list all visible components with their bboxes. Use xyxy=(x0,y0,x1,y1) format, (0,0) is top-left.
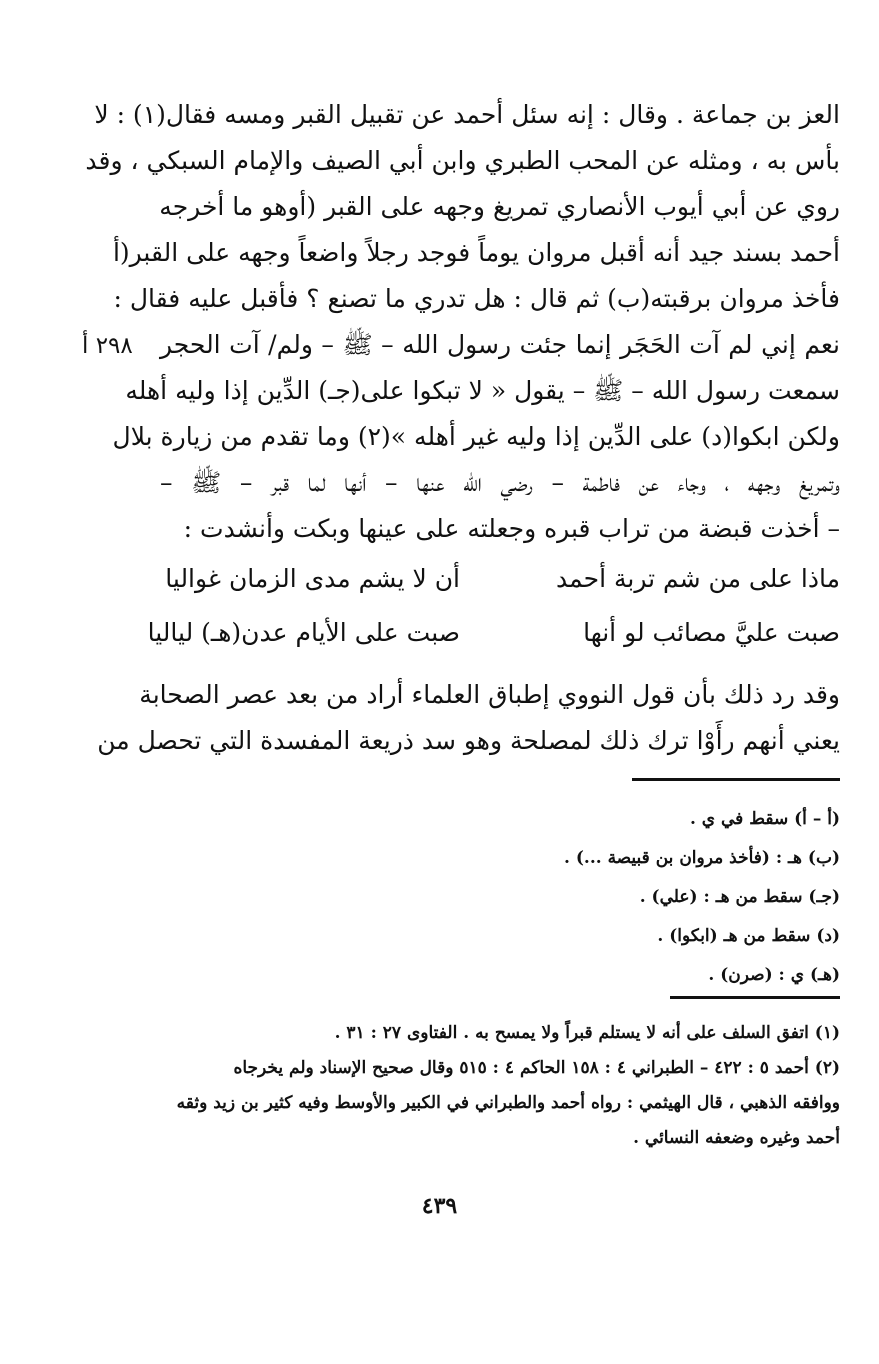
variant-note: (ب) هـ : (فأخذ مروان بن قبيصة ...) . xyxy=(564,848,840,868)
text-line: روي عن أبي أيوب الأنصاري تمريغ وجهه على القبر (أوهو ما أخرجه xyxy=(159,192,840,221)
page-number: ٤٣٩ xyxy=(421,1193,458,1219)
text-line: أحمد بسند جيد أنه أقبل مروان يوماً فوجد رجلاً واضعاً وجهه على القبر(أ xyxy=(112,238,840,267)
references-separator xyxy=(670,996,840,999)
reference-note: (١) اتفق السلف على أنه لا يستلم قبراً ولا يمسح به . الفتاوى ٢٧ : ٣١ . xyxy=(334,1023,840,1043)
variant-readings xyxy=(160,800,840,995)
verse-second-hemistich: صبت على الأيام عدن(هـ) لياليا xyxy=(147,618,460,647)
text-line: نعم إني لم آت الحَجَر إنما جئت رسول الله – ﷺ – ولم/ آت الحجر xyxy=(160,330,840,359)
text-line: العز بن جماعة . وقال : إنه سئل أحمد عن تقبيل القبر ومسه فقال(١) : لا xyxy=(94,100,840,129)
manuscript-folio-marker: ٢٩٨ أ xyxy=(82,333,133,359)
text-line: – أخذت قبضة من تراب قبره وجعلته على عينها وبكت وأنشدت : xyxy=(183,514,840,543)
verse-line xyxy=(147,618,840,672)
reference-note-continuation: ووافقه الذهبي ، قال الهيثمي : رواه أحمد والطبراني في الكبير والأوسط وفيه كثير بن زيد وثقه xyxy=(176,1093,840,1113)
variant-note: (جـ) سقط من هـ : (علي) . xyxy=(639,887,840,907)
reference-note-continuation: أحمد وغيره وضعفه النسائي . xyxy=(633,1128,840,1148)
text-line: وقد رد ذلك بأن قول النووي إطباق العلماء أراد من بعد عصر الصحابة xyxy=(139,680,840,709)
footnote-separator xyxy=(632,778,840,781)
text-line: ولكن ابكوا(د) على الدِّين إذا وليه غير أهله »(٢) وما تقدم من زيارة بلال xyxy=(112,422,840,451)
text-line: بأس به ، ومثله عن المحب الطبري وابن أبي الصيف والإمام السبكي ، وقد xyxy=(85,146,840,175)
poem-verses xyxy=(147,564,840,672)
variant-note: (أ – أ) سقط في ي . xyxy=(689,809,840,829)
verse-second-hemistich: أن لا يشم مدى الزمان غواليا xyxy=(165,564,460,593)
text-line: وتمريغ وجهه ، وجاء عن فاطمة – رضي الله عنها – أنها لما قبر – ﷺ – xyxy=(160,468,840,497)
text-line: يعني أنهم رأَوْا ترك ذلك لمصلحة وهو سد ذريعة المفسدة التي تحصل من xyxy=(97,726,840,755)
verse-line xyxy=(160,564,840,618)
text-line: سمعت رسول الله – ﷺ – يقول « لا تبكوا على(جـ) الدِّين إذا وليه أهله xyxy=(125,376,840,405)
text-line: فأخذ مروان برقبته(ب) ثم قال : هل تدري ما تصنع ؟ فأقبل عليه فقال : xyxy=(113,284,840,313)
verse-first-hemistich: ماذا على من شم تربة أحمد xyxy=(556,564,840,593)
variant-note: (هـ) ي : (صرن) . xyxy=(708,965,840,985)
verse-first-hemistich: صبت عليَّ مصائب لو أنها xyxy=(583,618,840,647)
continuation-text xyxy=(97,672,840,764)
reference-note: (٢) أحمد ٥ : ٤٢٢ – الطبراني ٤ : ١٥٨ الحاكم ٤ : ٥١٥ وقال صحيح الإسناد ولم يخرجاه xyxy=(233,1058,840,1078)
variant-note: (د) سقط من هـ (ابكوا) . xyxy=(657,926,840,946)
references xyxy=(160,1016,840,1156)
